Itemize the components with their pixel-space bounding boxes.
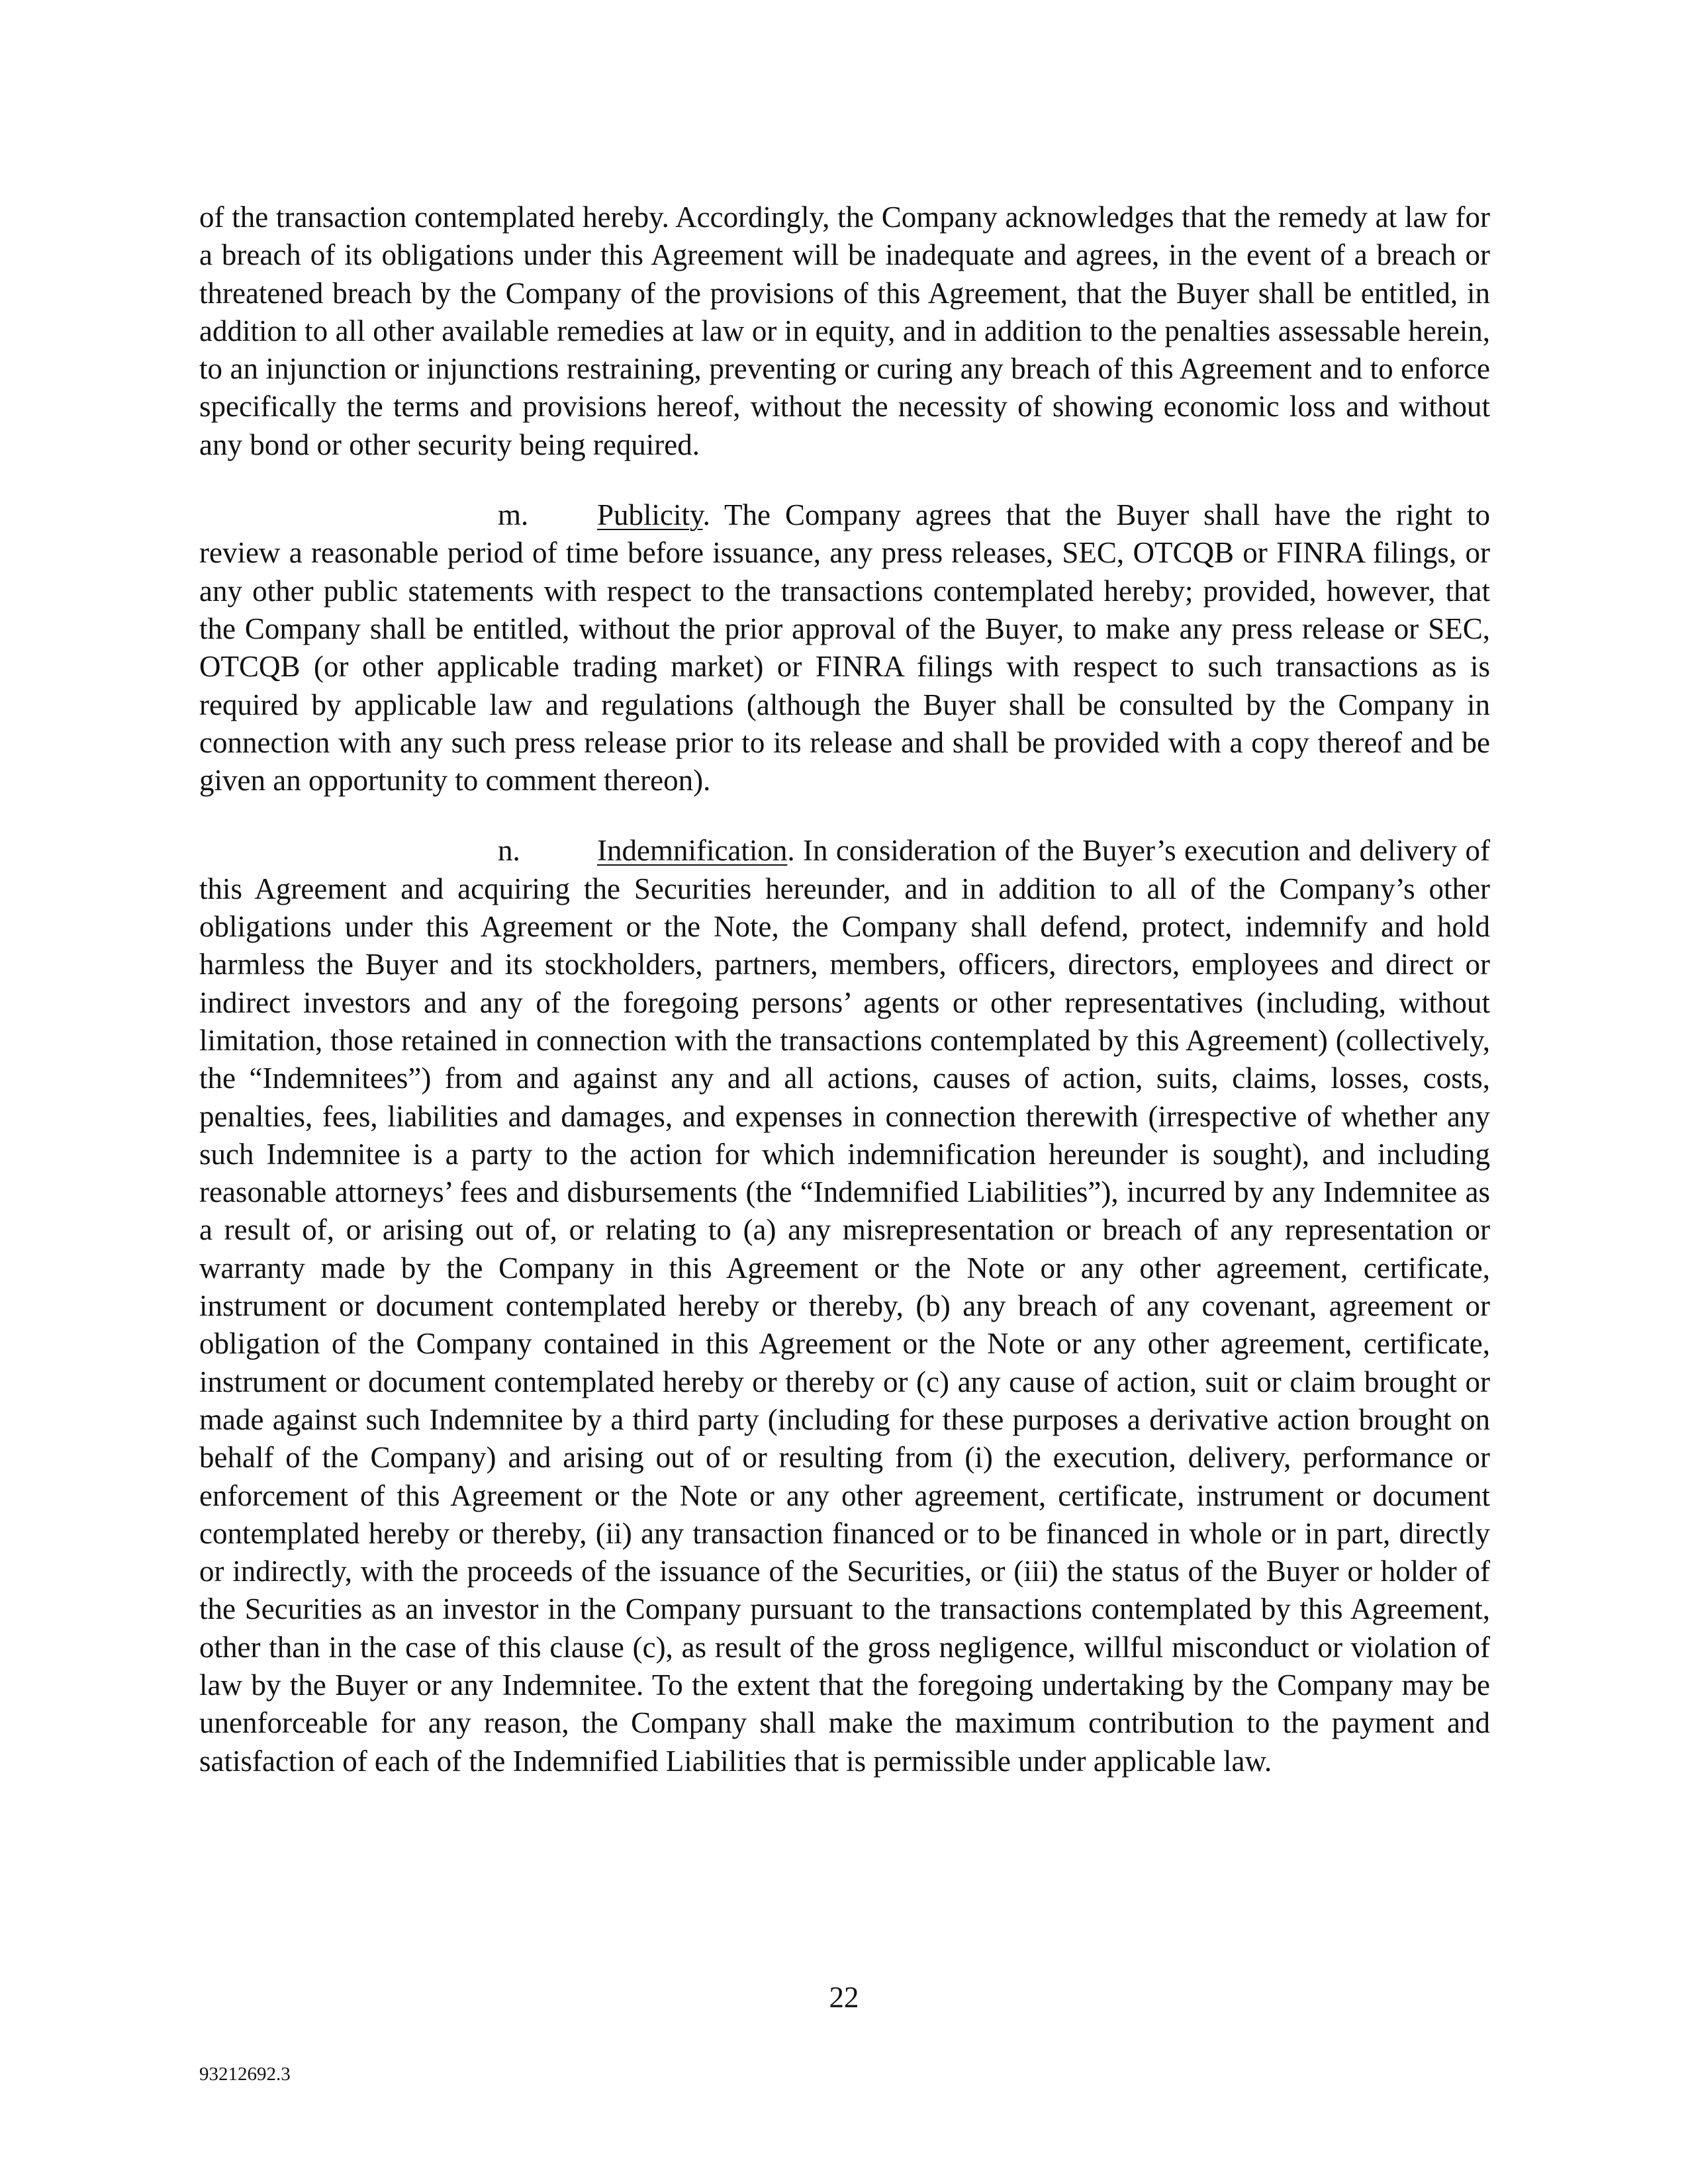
- paragraph-text: of the transaction contemplated hereby. Accordingly, the Company acknowledges that the remedy at law for a breach of its obligations under this Agreement will be inadequate and agrees, in the event of a breach or threatened breach by the Company of the provisions of this Agreement, that the Buyer shall be entitled, in addition to all other available remedies at law or in equity, and in addition to the penalties assessable herein, to an injunction or injunctions restraining, preventing or curing any breach of this Agreement and to enforce specifically the terms and provisions hereof, without the necessity of showing economic loss and without any bond or other security being required.: [199, 201, 1490, 461]
- section-heading-period: .: [702, 498, 710, 532]
- paragraph-continuation: [199, 199, 1490, 464]
- section-number: m.: [498, 498, 529, 532]
- paragraph-text: In consideration of the Buyer’s execution and delivery of this Agreement and acquiring the Securities hereunder, and in addition to all of the Company’s other obligations under this Agreement or the Note, the Company shall defend, protect, indemnify and hold harmless the Buyer and its stockholders, partners, members, officers, directors, employees and direct or indirect investors and any of the foregoing persons’ agents or other representatives (including, without limitation, those retained in connection with the transactions contemplated by this Agreement) (collectively, the “Indemnitees”) from and against any and all actions, causes of action, suits, claims, losses, costs, penalties, fees, liabilities and damages, and expenses in connection therewith (irrespective of whether any such Indemnitee is a party to the action for which indemnification hereunder is sought), and including reasonable attorneys’ fees and disbursements (the “Indemnified Liabilities”), incurred by any Indemnitee as a result of, or arising out of, or relating to (a) any misrepresentation or breach of any representation or warranty made by the Company in this Agreement or the Note or any other agreement, certificate, instrument or document contemplated hereby or thereby, (b) any breach of any covenant, agreement or obligation of the Company contained in this Agreement or the Note or any other agreement, certificate, instrument or document contemplated hereby or thereby or (c) any cause of action, suit or claim brought or made against such Indemnitee by a third party (including for these purposes a derivative action brought on behalf of the Company) and arising out of or resulting from (i) the execution, delivery, performance or enforcement of this Agreement or the Note or any other agreement, certificate, instrument or document contemplated hereby or thereby, (ii) any transaction financed or to be financed in whole or in part, directly or indirectly, with the proceeds of the issuance of the Securities, or (iii) the status of the Buyer or holder of the Securities as an investor in the Company pursuant to the transactions contemplated by this Agreement, other than in the case of this clause (c), as result of the gross negligence, willful misconduct or violation of law by the Buyer or any Indemnitee. To the extent that the foregoing undertaking by the Company may be unenforceable for any reason, the Company shall make the maximum contribution to the payment and satisfaction of each of the Indemnified Liabilities that is permissible under applicable law.: [199, 834, 1490, 1778]
- section-heading: Indemnification: [597, 834, 788, 868]
- document-id: 93212692.3: [199, 2064, 291, 2085]
- paragraph-indemnification: [199, 832, 1490, 1780]
- section-heading-period: .: [787, 834, 795, 868]
- paragraph-text: The Company agrees that the Buyer shall have the right to review a reasonable period of time before issuance, any press releases, SEC, OTCQB or FINRA filings, or any other public statements with respect to the transactions contemplated hereby; provided, however, that the Company shall be entitled, without the prior approval of the Buyer, to make any press release or SEC, OTCQB (or other applicable trading market) or FINRA filings with respect to such transactions as is required by applicable law and regulations (although the Buyer shall be consulted by the Company in connection with any such press release prior to its release and shall be provided with a copy thereof and be given an opportunity to comment thereon).: [199, 498, 1490, 797]
- paragraph-publicity: [199, 496, 1490, 799]
- document-body: [199, 199, 1490, 1780]
- page-number: 22: [829, 1981, 859, 2014]
- section-number: n.: [498, 834, 520, 868]
- section-heading: Publicity: [597, 498, 703, 532]
